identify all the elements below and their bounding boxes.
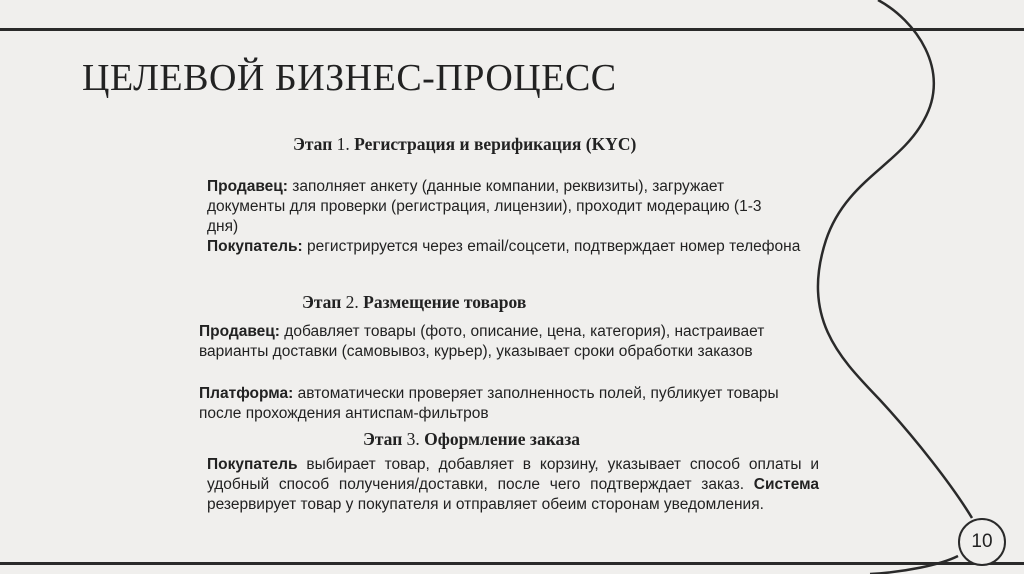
stage-1-heading: Этап 1. Регистрация и верификация (KYC) <box>293 134 637 154</box>
stage-3-text: Покупатель выбирает товар, добавляет в корзину, указывает способ оплаты и удобный способ получения/доставки, после чего подтверждает заказ. Система резервирует товар у покупателя и отправляет обеим сторонам уведомления. <box>207 456 819 513</box>
system-label: Система <box>753 476 819 493</box>
seller-label: Продавец: <box>207 178 288 195</box>
slide-title: ЦЕЛЕВОЙ БИЗНЕС-ПРОЦЕСС <box>82 57 617 99</box>
stage-1-buyer-text: Покупатель: регистрируется через email/соцсети, подтверждает номер телефона <box>207 238 801 255</box>
page-number-badge <box>958 518 1006 566</box>
buyer-label: Покупатель: <box>207 238 303 255</box>
stage-2-seller-text: Продавец: добавляет товары (фото, описание, цена, категория), настраивает варианты доставки (самовывоз, курьер), указывает сроки обработки заказов <box>199 323 765 360</box>
stage-2-platform-text: Платформа: автоматически проверяет заполненность полей, публикует товары после прохождения антиспам-фильтров <box>199 385 779 422</box>
seller-label: Продавец: <box>199 323 280 340</box>
buyer-label: Покупатель <box>207 456 298 473</box>
stage-3-heading: Этап 3. Оформление заказа <box>363 429 581 449</box>
stage-2-heading: Этап 2. Размещение товаров <box>302 292 527 312</box>
page-number: 10 <box>971 531 993 552</box>
stage-1-seller-text: Продавец: заполняет анкету (данные компании, реквизиты), загружает документы для проверки (регистрация, лицензии), проходит модерацию (1-3 дня) <box>207 178 762 235</box>
platform-label: Платформа: <box>199 385 294 402</box>
